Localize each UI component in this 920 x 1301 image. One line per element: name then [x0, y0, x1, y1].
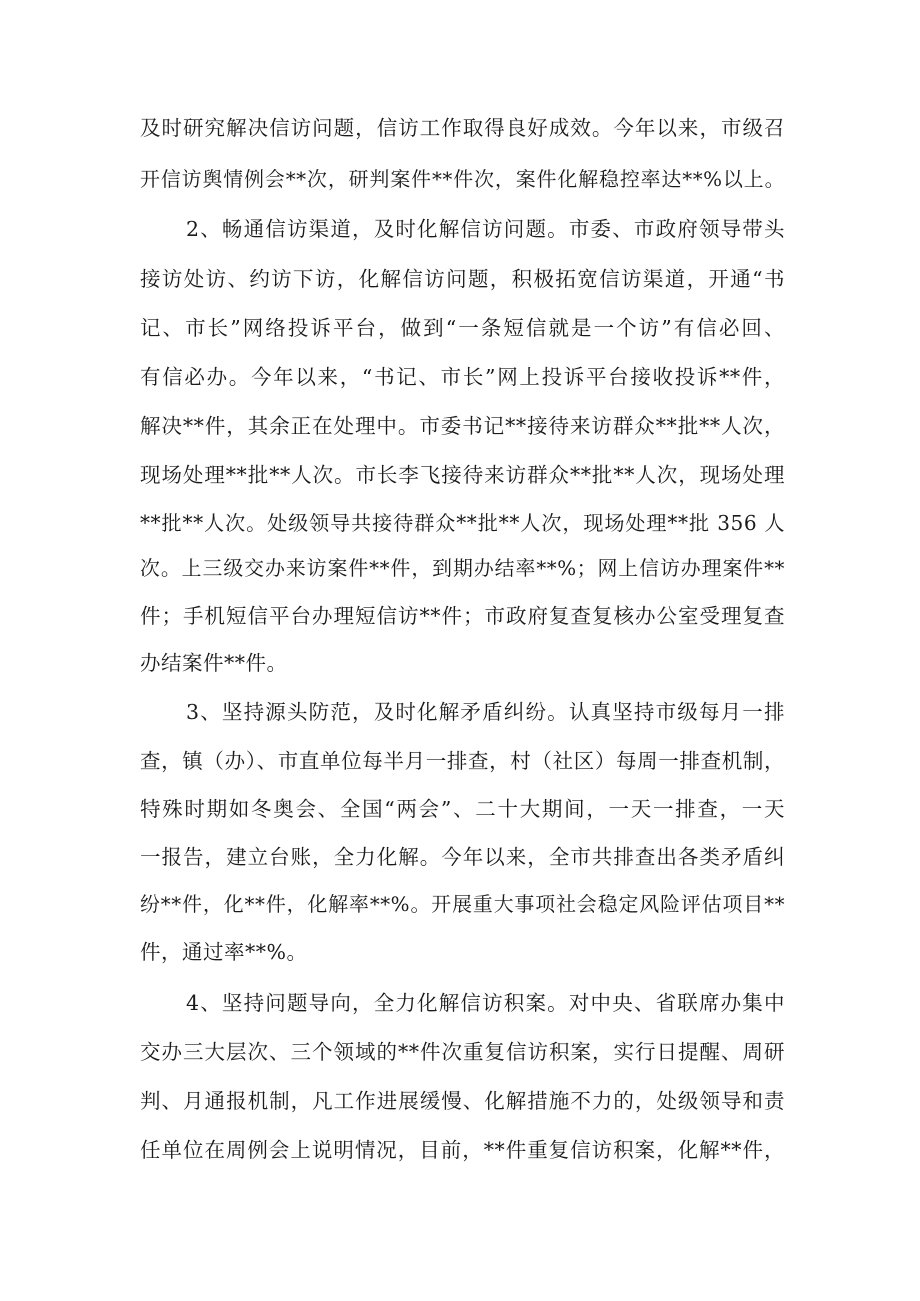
paragraph-heading-3: 3、坚持源头防范，及时化解矛盾纠纷。认真坚持市级每月一排 [186, 700, 785, 724]
text-line: 次。上三级交办来访案件**件，到期办结率**%；网上信访办理案件** [140, 557, 785, 580]
text-line: 一报告，建立台账，全力化解。今年以来，全市共排查出各类矛盾纠 [140, 845, 785, 869]
text-line: 开信访舆情例会**次，研判案件**件次，案件化解稳控率达**%以上。 [140, 168, 785, 191]
text-line: 件，通过率**%。 [140, 940, 308, 964]
text-line: 任单位在周例会上说明情况，目前，**件重复信访积案，化解**件， [140, 1138, 785, 1162]
text-line: 交办三大层次、三个领域的**件次重复信访积案，实行日提醒、周研 [140, 1040, 785, 1064]
text-line: 查，镇（办）、市直单位每半月一排查，村（社区）每周一排查机制， [140, 749, 785, 773]
text-line: 件；手机短信平台办理短信访**件；市政府复查复核办公室受理复查 [140, 604, 785, 628]
text-line: 纷**件，化**件，化解率**%。开展重大事项社会稳定风险评估项目** [140, 893, 785, 916]
paragraph-heading-4: 4、坚持问题导向，全力化解信访积案。对中央、省联席办集中 [186, 991, 785, 1015]
text-line: 办结案件**件。 [140, 651, 288, 675]
paragraph-heading-2: 2、畅通信访渠道，及时化解信访问题。市委、市政府领导带头 [186, 217, 785, 241]
text-line: 及时研究解决信访问题，信访工作取得良好成效。今年以来，市级召 [140, 116, 785, 140]
text-line: 特殊时期如冬奥会、全国“两会”、二十大期间，一天一排查，一天 [140, 797, 785, 821]
text-line: 解决**件，其余正在处理中。市委书记**接待来访群众**批**人次， [140, 414, 785, 438]
text-line: 记、市长”网络投诉平台，做到“一条短信就是一个访”有信必回、 [140, 316, 785, 340]
text-line: 接访处访、约访下访，化解信访问题，积极拓宽信访渠道，开通“书 [140, 267, 785, 291]
text-line: **批**人次。处级领导共接待群众**批**人次，现场处理**批 356 人 [140, 511, 785, 535]
text-line: 判、月通报机制，凡工作进展缓慢、化解措施不力的，处级领导和责 [140, 1089, 785, 1113]
text-line: 有信必办。今年以来，“书记、市长”网上投诉平台接收投诉**件， [140, 365, 785, 389]
text-line: 现场处理**批**人次。市长李飞接待来访群众**批**人次，现场处理 [140, 463, 785, 487]
